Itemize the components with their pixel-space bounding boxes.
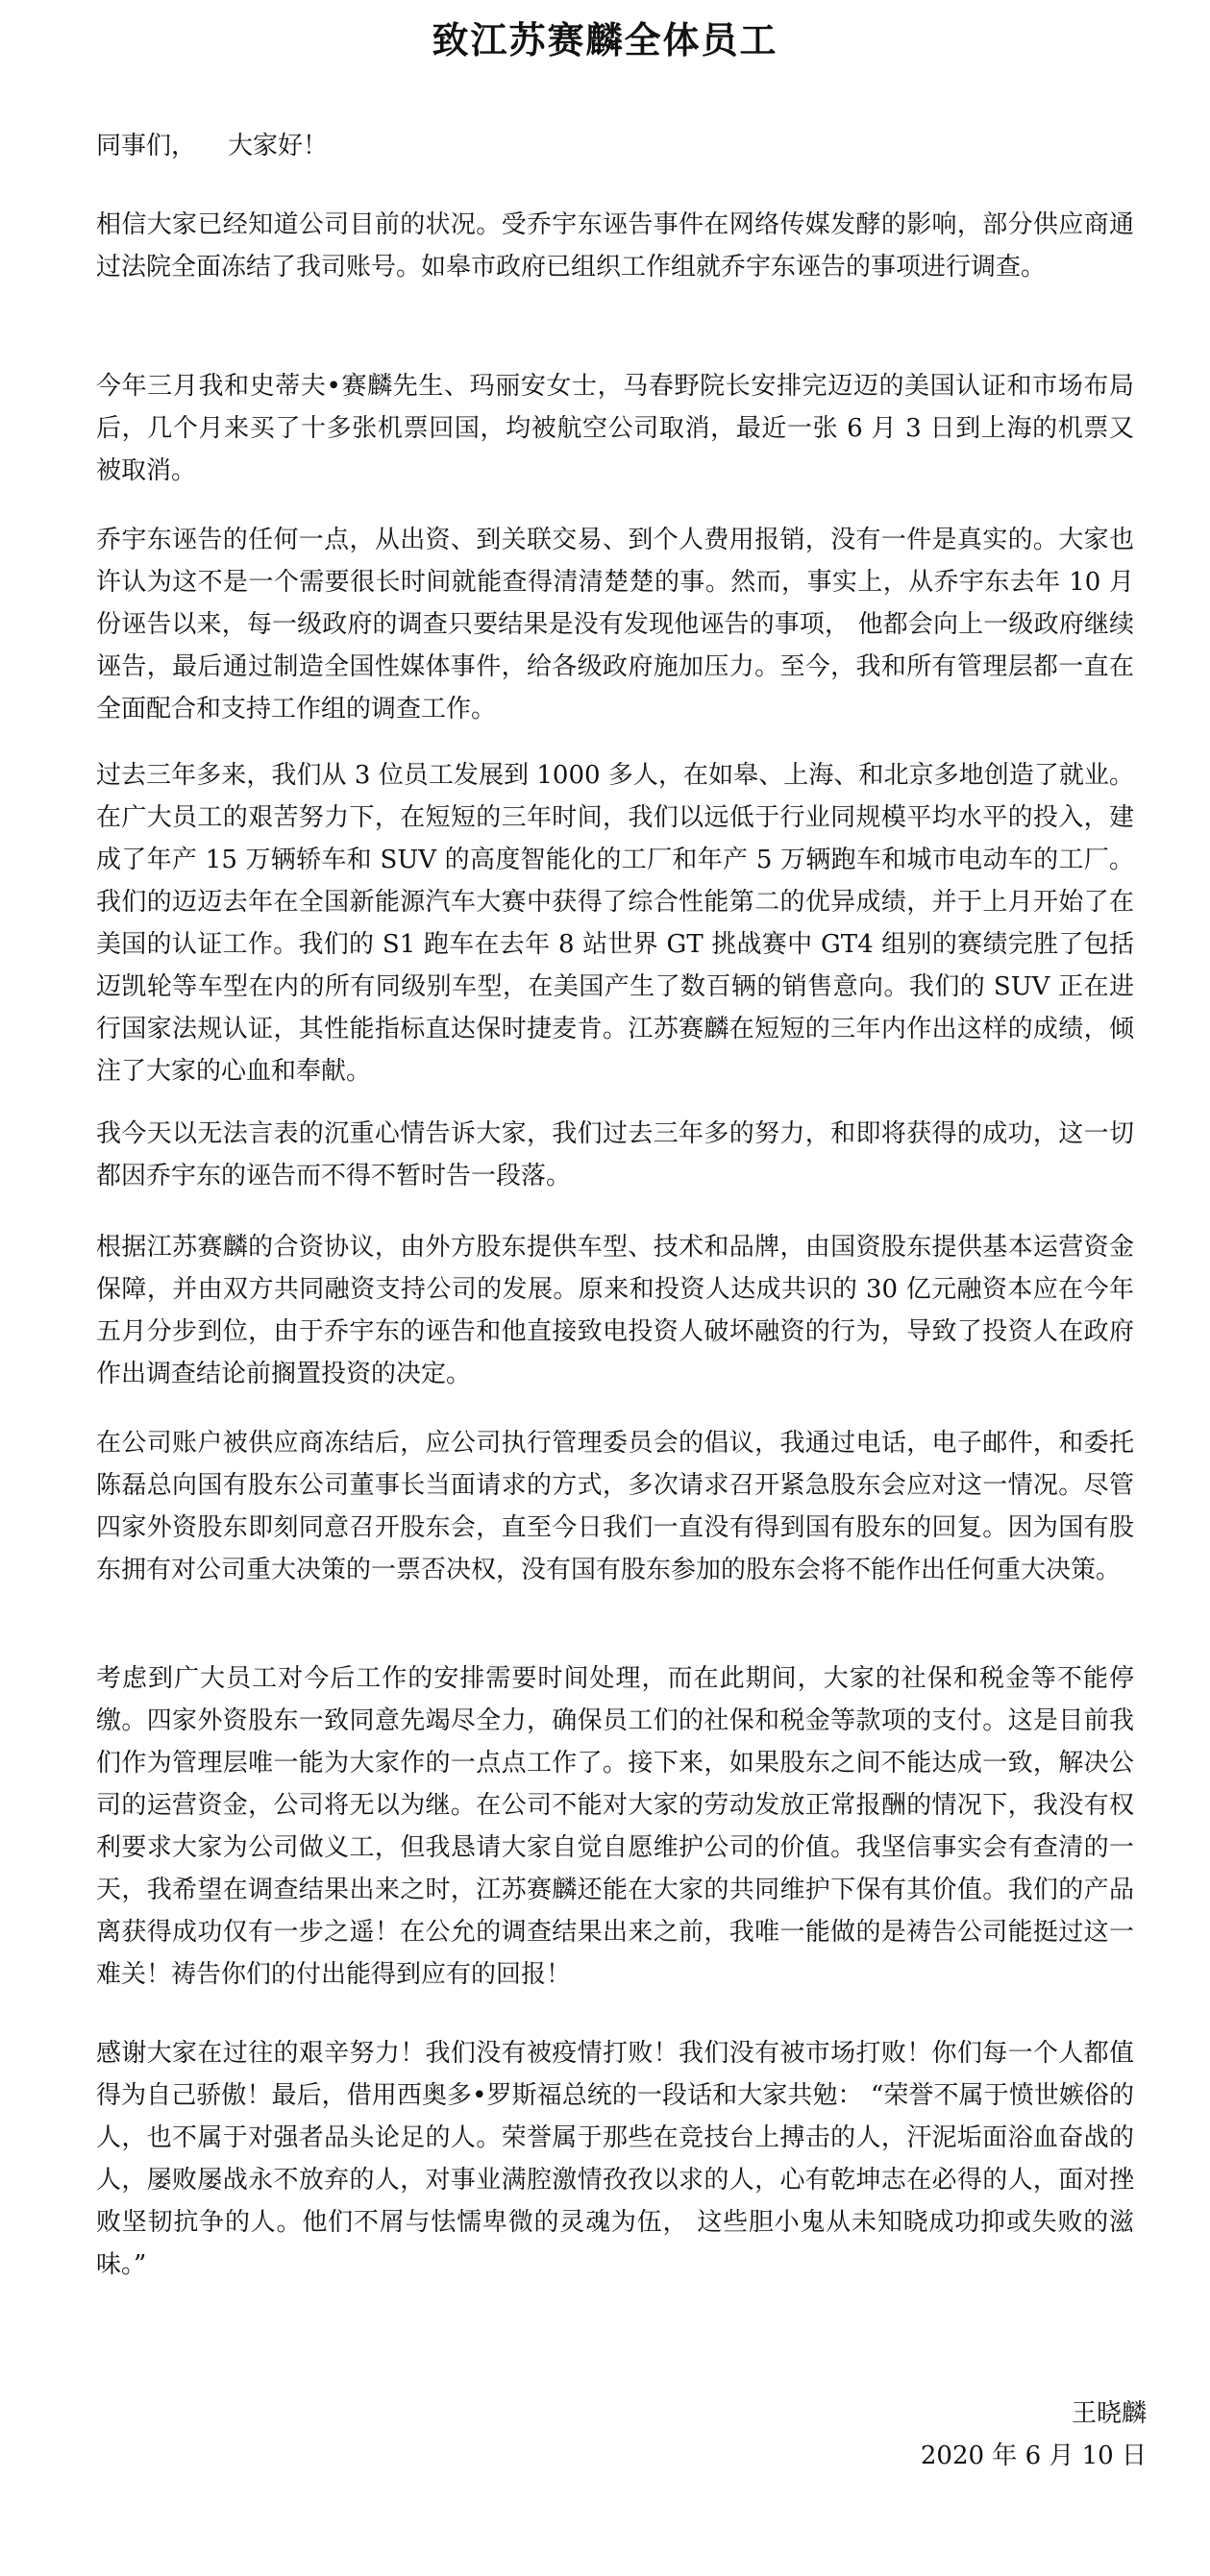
paragraph-2: 今年三月我和史蒂夫•赛麟先生、玛丽安女士，马春野院长安排完迈迈的美国认证和市场布局后，几个月来买了十多张机票回国，均被航空公司取消，最近一张 6 月 3 日到上海的机票又被取消。 [96,372,1134,485]
paragraph-3: 乔宇东诬告的任何一点，从出资、到关联交易、到个人费用报销，没有一件是真实的。大家也许认为这不是一个需要很长时间就能查得清清楚楚的事。然而，事实上，从乔宇东去年 10 月份诬告以来，每一级政府的调查只要结果是没有发现他诬告的事项， 他都会向上一级政府继续诬告，最后通过制造全国性媒体事件，给各级政府施加压力。至今，我和所有管理层都一直在全面配合和支持工作组的调查工作。 [96,526,1134,724]
paragraph-5: 我今天以无法言表的沉重心情告诉大家，我们过去三年多的努力，和即将获得的成功，这一切都因乔宇东的诬告而不得不暂时告一段落。 [96,1119,1134,1190]
letter-title: 致江苏赛麟全体员工 [432,18,778,61]
signature-name: 王晓麟 [1071,2399,1147,2428]
paragraph-8: 考虑到广大员工对今后工作的安排需要时间处理，而在此期间，大家的社保和税金等不能停缴。四家外资股东一致同意先竭尽全力，确保员工们的社保和税金等款项的支付。这是目前我们作为管理层唯一能为大家作的一点点工作了。接下来，如果股东之间不能达成一致，解决公司的运营资金，公司将无以为继。在公司不能对大家的劳动发放正常报酬的情况下，我没有权利要求大家为公司做义工，但我恳请大家自觉自愿维护公司的价值。我坚信事实会有查清的一天，我希望在调查结果出来之时，江苏赛麟还能在大家的共同维护下保有其价值。我们的产品离获得成功仅有一步之遥！在公允的调查结果出来之前，我唯一能做的是祷告公司能挺过这一难关！祷告你们的付出能得到应有的回报！ [96,1664,1134,1989]
paragraph-6: 根据江苏赛麟的合资协议，由外方股东提供车型、技术和品牌，由国资股东提供基本运营资金保障，并由双方共同融资支持公司的发展。原来和投资人达成共识的 30 亿元融资本应在今年五月分步到位，由于乔宇东的诬告和他直接致电投资人破坏融资的行为，导致了投资人在政府作出调查结论前搁置投资的决定。 [96,1233,1134,1388]
paragraph-9: 感谢大家在过往的艰辛努力！我们没有被疫情打败！我们没有被市场打败！你们每一个人都值得为自己骄傲！最后，借用西奥多•罗斯福总统的一段话和大家共勉： “荣誉不属于愤世嫉俗的人，也不属于对强者品头论足的人。荣誉属于那些在竞技台上搏击的人，汗泥垢面浴血奋战的人，屡败屡战永不放弃的人，对事业满腔激情孜孜以求的人，心有乾坤志在必得的人，面对挫败坚韧抗争的人。他们不屑与怯懦卑微的灵魂为伍， 这些胆小鬼从未知晓成功抑或失败的滋味。” [96,2039,1134,2279]
paragraph-7: 在公司账户被供应商冻结后，应公司执行管理委员会的倡议，我通过电话，电子邮件，和委托陈磊总向国有股东公司董事长当面请求的方式，多次请求召开紧急股东会应对这一情况。尽管四家外资股东即刻同意召开股东会，直至今日我们一直没有得到国有股东的回复。因为国有股东拥有对公司重大决策的一票否决权，没有国有股东参加的股东会将不能作出任何重大决策。 [96,1429,1134,1584]
paragraph-1: 相信大家已经知道公司目前的状况。受乔宇东诬告事件在网络传媒发酵的影响，部分供应商通过法院全面冻结了我司账号。如皋市政府已组织工作组就乔宇东诬告的事项进行调查。 [96,210,1134,282]
salutation: 同事们， 大家好！ [96,132,329,160]
paragraph-4: 过去三年多来，我们从 3 位员工发展到 1000 多人，在如皋、上海、和北京多地创造了就业。在广大员工的艰苦努力下，在短短的三年时间，我们以远低于行业同规模平均水平的投入，建成了年产 15 万辆轿车和 SUV 的高度智能化的工厂和年产 5 万辆跑车和城市电动车的工厂。我们的迈迈去年在全国新能源汽车大赛中获得了综合性能第二的优异成绩，并于上月开始了在美国的认证工作。我们的 S1 跑车在去年 8 站世界 GT 挑战赛中 GT4 组别的赛绩完胜了包括迈凯轮等车型在内的所有同级别车型，在美国产生了数百辆的销售意向。我们的 SUV 正在进行国家法规认证，其性能指标直达保时捷麦肯。江苏赛麟在短短的三年内作出这样的成绩，倾注了大家的心血和奉献。 [96,761,1134,1086]
signature-date: 2020 年 6 月 10 日 [920,2441,1147,2470]
